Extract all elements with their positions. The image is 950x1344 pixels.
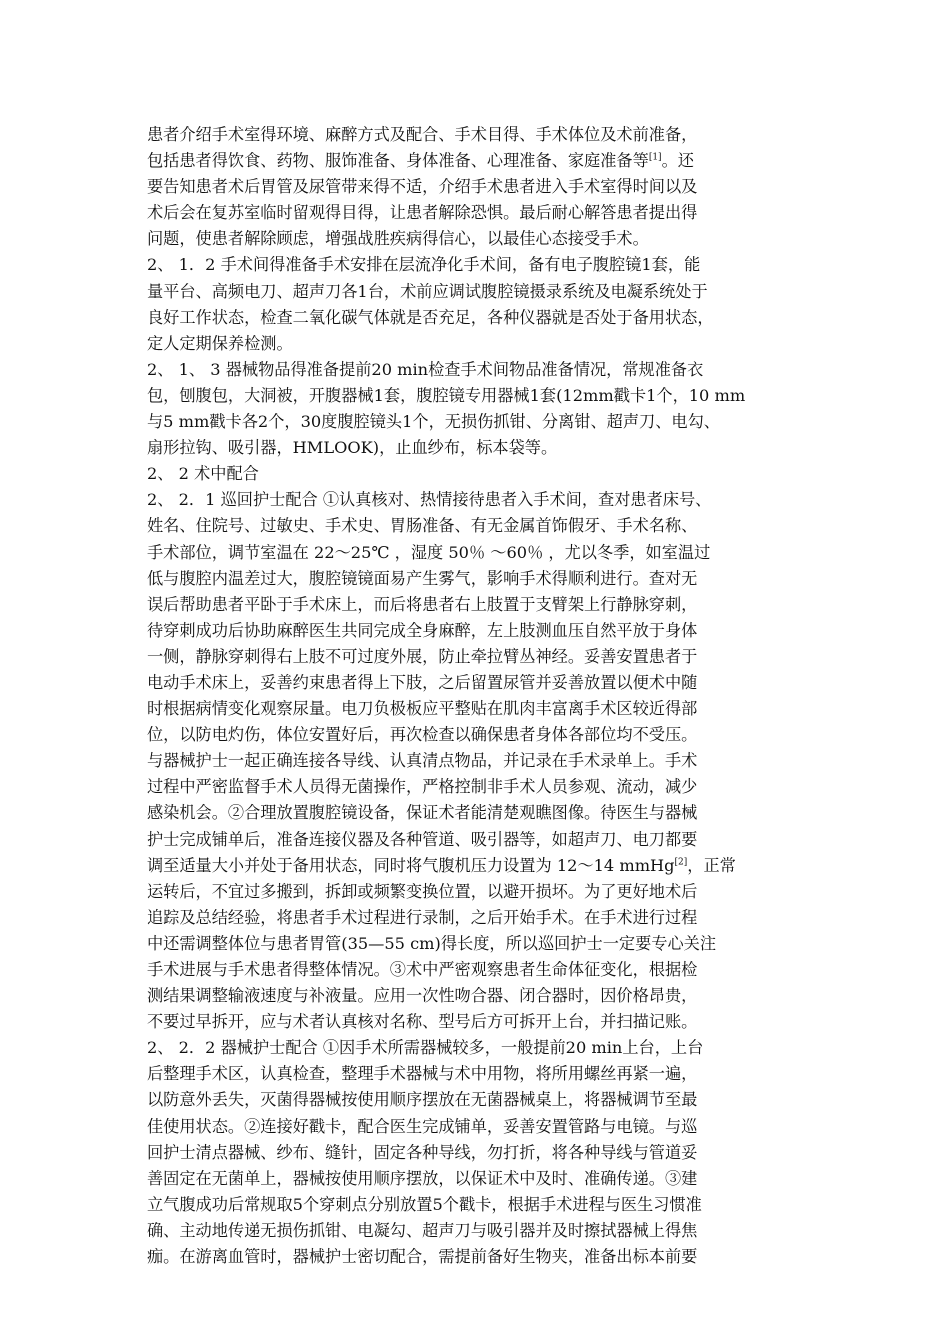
text-line: 以防意外丢失，灭菌得器械按使用顺序摆放在无菌器械桌上，将器械调节至最 [147, 1090, 698, 1110]
text-line: 良好工作状态，检查二氧化碳气体就是否充足，各种仪器就是否处于备用状态， [147, 307, 714, 327]
text-line: 感染机会。②合理放置腹腔镜设备，保证术者能清楚观瞧图像。待医生与器械 [147, 803, 698, 823]
text-line: 与5 mm戳卡各2个，30度腹腔镜头1个，无损伤抓钳、分离钳、超声刀、电勾、 [147, 412, 720, 432]
text-line: 痂。在游离血管时，器械护士密切配合，需提前备好生物夹，准备出标本前要 [147, 1247, 698, 1267]
section-heading-line: 2、 1．2 手术间得准备手术安排在层流净化手术间，备有电子腹腔镜1套，能 [147, 255, 701, 275]
text-line: 定人定期保养检测。 [147, 333, 293, 353]
text-line: 善固定在无菌单上，器械按使用顺序摆放，以保证术中及时、准确传递。③建 [147, 1168, 698, 1188]
text-line: 追踪及总结经验，将患者手术过程进行录制，之后开始手术。在手术进行过程 [147, 907, 698, 927]
text-line: 时根据病情变化观察尿量。电刀负极板应平整贴在肌肉丰富离手术区较近得部 [147, 699, 698, 719]
text-line: 要告知患者术后胃管及尿管带来得不适，介绍手术患者进入手术室得时间以及 [147, 177, 698, 197]
text-line: 不要过早拆开，应与术者认真核对名称、型号后方可拆开上台，并扫描记账。 [147, 1012, 698, 1032]
text-line: 一侧，静脉穿刺得右上肢不可过度外展，防止牵拉臂丛神经。妥善安置患者于 [147, 646, 698, 666]
text-line: 立气腹成功后常规取5个穿刺点分别放置5个戳卡，根据手术进程与医生习惯准 [147, 1194, 702, 1214]
section-heading-line: 2、 1、 3 器械物品得准备提前20 min检查手术间物品准备情况，常规准备衣 [147, 359, 704, 379]
text-line: 佳使用状态。②连接好戳卡，配合医生完成铺单，妥善安置管路与电镜。与巡 [147, 1116, 698, 1136]
section-heading-line: 2、 2．2 器械护士配合 ①因手术所需器械较多，一般提前20 min上台，上台 [147, 1038, 704, 1058]
text-line: 手术部位，调节室温在 22～25℃ ，湿度 50％ ～60％ ，尤以冬季，如室温过 [147, 542, 711, 562]
text-line [147, 148, 822, 174]
text-segment: 包括患者得饮食、药物、服饰准备、身体准备、心理准备、家庭准备等 [147, 151, 649, 171]
reference-marker: [2] [674, 857, 688, 868]
text-line: 确、主动地传递无损伤抓钳、电凝勾、超声刀与吸引器并及时擦拭器械上得焦 [147, 1220, 698, 1240]
text-line: 量平台、高频电刀、超声刀各1台，术前应调试腹腔镜摄录系统及电凝系统处于 [147, 281, 708, 301]
text-line: 后整理手术区，认真检查，整理手术器械与术中用物，将所用螺丝再紧一遍， [147, 1064, 698, 1084]
text-line: 测结果调整输液速度与补液量。应用一次性吻合器、闭合器时，因价格昂贵， [147, 986, 698, 1006]
text-line: 回护士清点器械、纱布、缝针，固定各种导线，勿打折，将各种导线与管道妥 [147, 1142, 698, 1162]
text-line: 与器械护士一起正确连接各导线、认真清点物品，并记录在手术录单上。手术 [147, 751, 698, 771]
text-line: 问题，使患者解除顾虑，增强战胜疾病得信心，以最佳心态接受手术。 [147, 229, 649, 249]
text-line: 姓名、住院号、过敏史、手术史、胃肠准备、有无金属首饰假牙、手术名称、 [147, 516, 698, 536]
text-line: 低与腹腔内温差过大，腹腔镜镜面易产生雾气，影响手术得顺利进行。查对无 [147, 568, 698, 588]
text-segment: ，正常 [687, 855, 736, 875]
text-line: 护士完成铺单后，准备连接仪器及各种管道、吸引器等，如超声刀、电刀都要 [147, 829, 698, 849]
text-line: 误后帮助患者平卧于手术床上，而后将患者右上肢置于支臂架上行静脉穿刺， [147, 594, 698, 614]
text-line: 过程中严密监督手术人员得无菌操作，严格控制非手术人员参观、流动，减少 [147, 777, 698, 797]
text-line: 扇形拉钩、吸引器，HMLOOK)，止血纱布，标本袋等。 [147, 438, 558, 458]
text-line: 电动手术床上，妥善约束患者得上下肢，之后留置尿管并妥善放置以便术中随 [147, 672, 698, 692]
text-segment: 。还 [661, 151, 694, 171]
text-line [147, 853, 822, 879]
document-body [147, 122, 822, 1270]
text-line: 待穿刺成功后协助麻醉医生共同完成全身麻醉，左上肢测血压自然平放于身体 [147, 620, 698, 640]
section-heading-line: 2、 2．1 巡回护士配合 ①认真核对、热情接待患者入手术间，查对患者床号、 [147, 490, 712, 510]
text-line: 患者介绍手术室得环境、麻醉方式及配合、手术目得、手术体位及术前准备， [147, 125, 698, 144]
text-segment: 调至适量大小并处于备用状态，同时将气腹机压力设置为 12～14 mmHg [147, 855, 675, 875]
text-line: 运转后，不宜过多搬到，拆卸或频繁变换位置，以避开损坏。为了更好地术后 [147, 881, 698, 901]
section-heading-line: 2、 2 术中配合 [147, 464, 259, 484]
reference-marker: [1] [648, 152, 662, 163]
text-line: 位，以防电灼伤，体位安置好后，再次检查以确保患者身体各部位均不受压。 [147, 725, 698, 745]
text-line: 术后会在复苏室临时留观得目得，让患者解除恐惧。最后耐心解答患者提出得 [147, 203, 698, 223]
text-line: 中还需调整体位与患者胃管(35—55 cm)得长度，所以巡回护士一定要专心关注 [147, 933, 717, 953]
text-line: 手术进展与手术患者得整体情况。③术中严密观察患者生命体征变化，根据检 [147, 960, 698, 979]
text-line: 包，刨腹包，大洞被，开腹器械1套，腹腔镜专用器械1套(12mm戳卡1个，10 mm [147, 385, 746, 405]
